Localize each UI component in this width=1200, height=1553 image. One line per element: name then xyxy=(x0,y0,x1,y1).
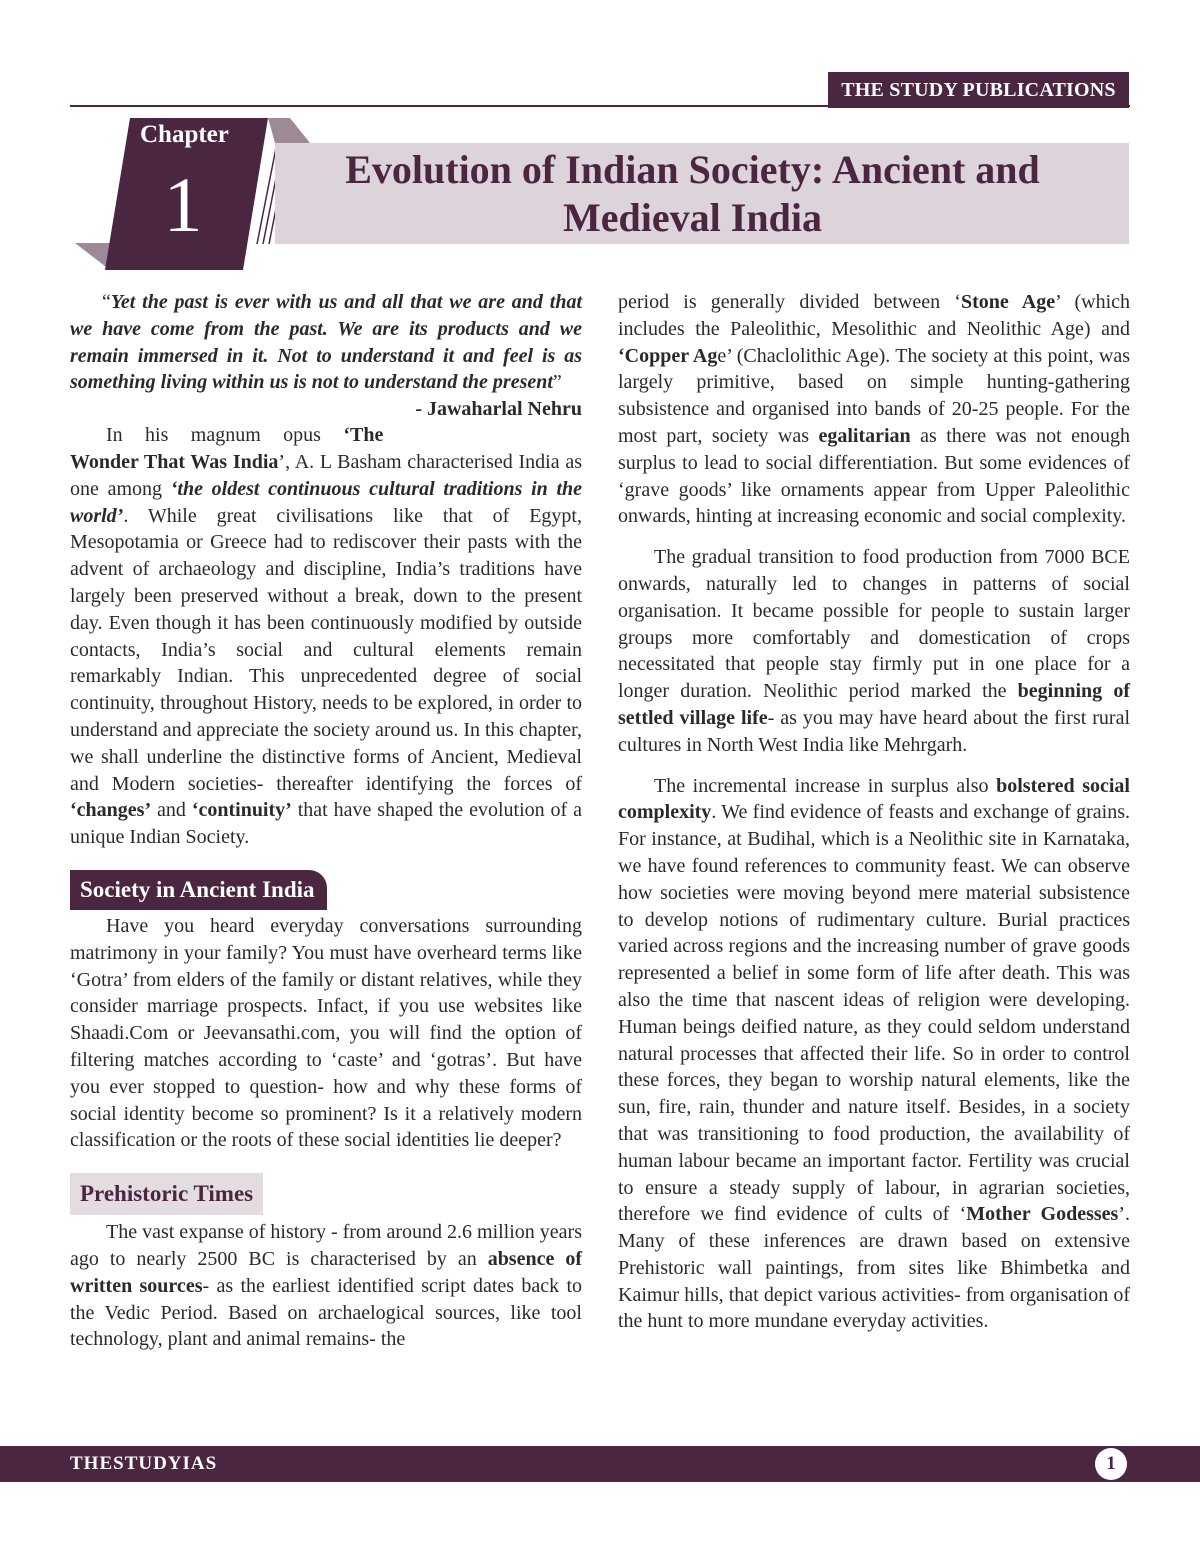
keyword-egalitarian: egalitarian xyxy=(818,424,911,447)
epigraph xyxy=(70,289,582,421)
ages-paragraph xyxy=(618,289,1130,530)
text-run: The incremental increase in surplus also xyxy=(654,774,997,797)
publisher-name: THE STUDY PUBLICATIONS xyxy=(841,78,1116,101)
text-run: period is generally divided between ‘ xyxy=(618,291,961,313)
chapter-title-line2: Medieval India xyxy=(563,194,822,240)
text-run: The gradual transition to food production from 7000 BCE onwards, naturally led to changes in patterns of social organisation. It became possible for people to sustain larger groups more comfortably and domestication of crops necessitated that people stay firmly put in one place for a longer duration. Neolithic period marked the xyxy=(618,546,1130,703)
keyword-absence: absence of written sources xyxy=(70,1247,582,1297)
text-run: The vast expanse of history - from around 2.6 million years ago to nearly 2500 BC is characterised by an xyxy=(70,1221,582,1270)
section-heading-wrap xyxy=(70,870,582,910)
page-number: 1 xyxy=(1095,1448,1127,1480)
text-run: and xyxy=(151,799,192,822)
section-heading-ancient: Society in Ancient India xyxy=(70,870,327,910)
keyword-changes: ‘changes’ xyxy=(70,799,152,822)
surplus-paragraph xyxy=(618,773,1130,1336)
chapter-title xyxy=(290,143,1095,244)
chapter-label: Chapter xyxy=(140,121,229,148)
footer-brand: THESTUDYIAS xyxy=(70,1453,218,1474)
quote-close-mark: ” xyxy=(552,371,562,394)
text-run: ’ (which includes the Paleolithic, Mesolithic and Neolithic Age) and xyxy=(618,291,1131,340)
right-column xyxy=(618,289,1130,1335)
keyword-copper-age: ‘Copper Ag xyxy=(618,344,718,367)
keyword-stone-age: Stone Age xyxy=(960,291,1056,313)
text-run: ’, A. L Basham characterised India as one among xyxy=(70,450,582,500)
quote-author: - Jawaharlal Nehru xyxy=(415,398,582,421)
emphasis-quote: ‘the oldest continuous cultural traditions in the world’ xyxy=(70,477,583,527)
keyword-settled-village: beginning of settled village life xyxy=(618,680,1130,729)
chapter-title-line1: Evolution of Indian Society: Ancient and xyxy=(345,146,1040,192)
badge-corner xyxy=(268,118,310,143)
left-column xyxy=(70,289,582,1353)
section-heading-prehistoric: Prehistoric Times xyxy=(70,1173,263,1215)
text-run: . We find evidence of feasts and exchange of grains. For instance, at Budihal, which is a Neolithic site in Karnataka, we have found references to community feast. We can observe how societies were moving beyond mere material subsistence to develop notions of rudimentary culture. Burial practices varied across regions and the increasing number of grave goods represented a belief in some form of life after death. This was also the time that nascent ideas of religion were developing. Human beings deified nature, as they could seldom understand natural processes that affected their life. So in order to control these forces, they began to worship natural elements, like the sun, fire, rain, thunder and nature itself. Besides, in a society that was transitioning to food production, the availability of human labour became an important factor. Fertility was crucial to ensure a steady supply of labour, in agrarian societies, therefore we find evidence of cults of ‘ xyxy=(618,801,1130,1226)
intro-paragraph xyxy=(70,422,582,851)
text-run: as there was not enough surplus to lead to social differentiation. But some evidences of ‘grave goods’ like ornaments appear from Upper Paleolithic onwards, hinting at increasing economic and social complexity. xyxy=(618,424,1130,528)
section-heading-wrap xyxy=(70,1173,582,1215)
book-title: ‘The Wonder That Was India xyxy=(70,424,384,473)
quote-text: Yet the past is ever with us and all that we are and that we have come from the past. We are its products and we remain immersed in it. Not to understand it and feel is as something living within us is not to understand the present xyxy=(70,291,582,394)
text-run: - as you may have heard about the first rural cultures in North West India like Mehrgarh. xyxy=(618,706,1131,756)
text-run: In his magnum opus xyxy=(106,424,344,447)
text-run: that have shaped the evolution of a unique Indian Society. xyxy=(70,799,582,849)
text-run: ’. Many of these inferences are drawn based on extensive Prehistoric wall paintings, from sites like Bhimbetka and Kaimur hills, that depict various activities- from organisation of the hunt to more mundane everyday activities. xyxy=(618,1203,1130,1333)
header-rule xyxy=(70,105,1130,107)
text-run: e’ (Chaclolithic Age). The society at this point, was largely primitive, based on simple hunting-gathering subsistence and organised into bands of 20-25 people. For the most part, society was xyxy=(618,344,1130,447)
food-production-paragraph xyxy=(618,544,1130,758)
keyword-mother-godesses: Mother Godesses xyxy=(966,1203,1119,1226)
publisher-tab xyxy=(828,72,1129,108)
keyword-continuity: ‘continuity’ xyxy=(191,799,292,822)
prehistoric-paragraph xyxy=(70,1219,582,1353)
matrimony-paragraph: Have you heard everyday conversations surrounding matrimony in your family? You must have overheard terms like ‘Gotra’ from elders of the family or distant relatives, while they consider marriage prospects. Infact, if you use websites like Shaadi.Com or Jeevansathi.com, you will find the option of filtering matches according to ‘caste’ and ‘gotras’. But have you ever stopped to question- how and why these forms of social identity become so prominent? Is it a relatively modern classification or the roots of these social identities lie deeper? xyxy=(70,914,582,1152)
keyword-social-complexity: bolstered social complexity xyxy=(618,774,1130,824)
chapter-number: 1 xyxy=(163,161,203,248)
text-run: . While great civilisations like that of Egypt, Mesopotamia or Greece had to rediscover their pasts with the advent of archaeology and discipline, India’s traditions have largely been preserved without a break, down to the present day. Even though it has been continuously modified by outside contacts, India’s social and cultural elements remain remarkably Indian. This unprecedented degree of social continuity, throughout History, needs to be explored, in order to understand and appreciate the society around us. In this chapter, we shall underline the distinctive forms of Ancient, Medieval and Modern societies- thereafter identifying the forces of xyxy=(70,504,582,795)
text-run: - as the earliest identified script dates back to the Vedic Period. Based on archaelogical sources, like tool technology, plant and animal remains- the xyxy=(70,1274,583,1351)
quote-open-mark: “ xyxy=(102,291,111,313)
